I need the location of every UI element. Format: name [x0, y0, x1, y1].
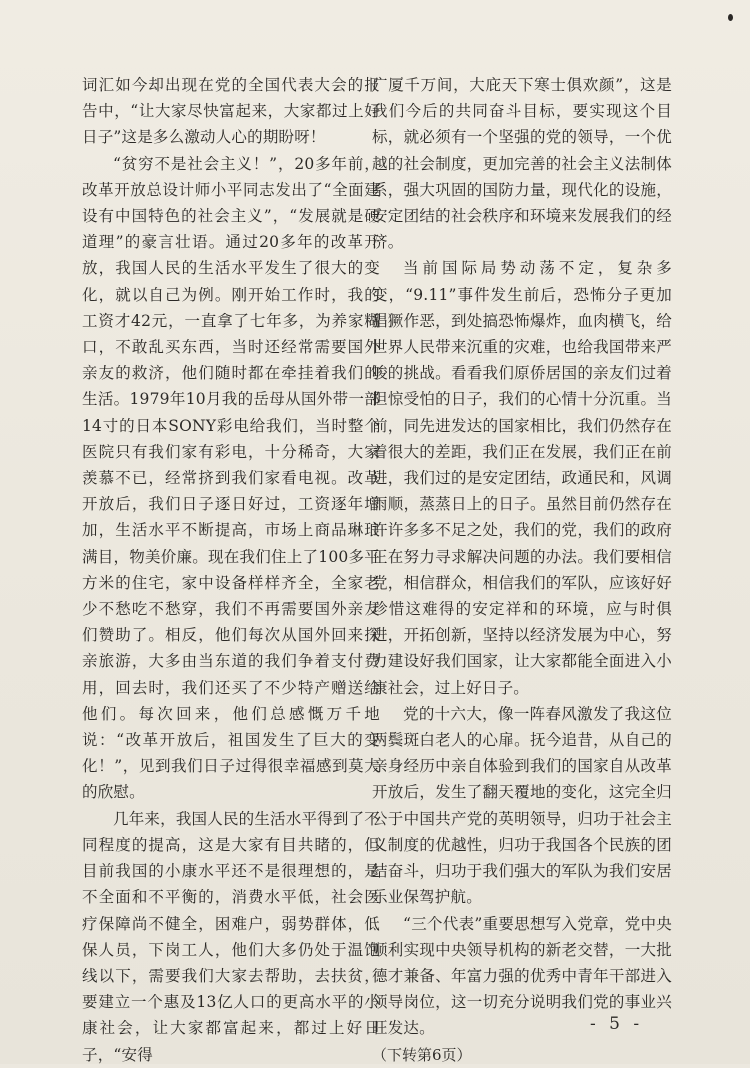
continued-note: （下转第6页）	[372, 1045, 472, 1064]
paragraph: 党的十六大，像一阵春风激发了我这位两鬓斑白老人的心扉。抚今追昔，从自己的亲身经历中亲自体验到我们的国家自从改革开放后，发生了翻天覆地的变化，这完全归公于中国共产党的英明领导，归功于社会主义制度的优越性，归功于我国各个民族的团结奋斗，归功于我们强大的军队为我们安居乐业保驾护航。	[372, 704, 672, 907]
paragraph: “三个代表”重要思想写入党章，党中央顺利实现中央领导机构的新老交替，一大批德才兼备、年富力强的优秀中青年干部进入领导岗位，这一切充分说明我们党的事业兴旺发达。	[372, 914, 672, 1038]
paragraph: 当前国际局势动荡不定，复杂多变，“9.11”事件发生前后，恐怖分子更加猖獗作恶，到处搞恐怖爆炸，血肉横飞，给世界人民带来沉重的灾难，也给我国带来严峻的挑战。看看我们原侨居国的亲友们过着担惊受怕的日子，我们的心情十分沉重。当前，同先进发达的国家相比，我们仍然存在着很大的差距，我们正在发展，我们正在前进，我们过的是安定团结，政通民和，风调雨顺，蒸蒸日上的日子。虽然目前仍然存在许许多多不足之处，我们的党，我们的政府正在努力寻求解决问题的办法。我们要相信党，相信群众，相信我们的军队，应该好好珍惜这难得的安定祥和的环境，应与时俱进，开拓创新，坚持以经济发展为中心，努力建设好我们国家，让大家都能全面进入小康社会，过上好日子。	[372, 259, 672, 697]
page-number: - 5 -	[590, 1014, 644, 1034]
right-column	[372, 72, 672, 1066]
left-column	[82, 72, 380, 1068]
paragraph: “贫穷不是社会主义！”，20多年前，改革开放总设计师小平同志发出了“全面建设有中国特色的社会主义”，“发展就是硬道理”的豪言壮语。通过20多年的改革开放，我国人民的生活水平发生了很大的变化，就以自己为例。刚开始工作时，我的工资才42元，一直拿了七年多，为养家糊口，不敢乱买东西，当时还经常需要国外亲友的救济，他们随时都在牵挂着我们的生活。1979年10月我的岳母从国外带一部14寸的日本SONY彩电给我们，当时整个医院只有我们家有彩电，十分稀奇，大家羡慕不已，经常挤到我们家看电视。改革开放后，我们日子逐日好过，工资逐年增加，生活水平不断提高，市场上商品琳琅满目，物美价廉。现在我们住上了100多平方米的住宅，家中设备样样齐全，全家老少不愁吃不愁穿，我们不再需要国外亲友们赞助了。相反，他们每次从国外回来探亲旅游，大多由当东道的我们争着支付费用，回去时，我们还买了不少特产赠送给他们。每次回来，他们总感慨万千地说：“改革开放后，祖国发生了巨大的变化！”，见到我们日子过得很幸福感到莫大的欣慰。	[82, 154, 380, 802]
ink-spot	[728, 14, 733, 21]
paragraph: 词汇如今却出现在党的全国代表大会的报告中，“让大家尽快富起来，大家都过上好日子”这是多么激动人心的期盼呀！	[82, 76, 380, 147]
paragraph: 几年来，我国人民的生活水平得到了不同程度的提高，这是大家有目共睹的，但目前我国的小康水平还不是很理想的，是不全面和不平衡的，消费水平低，社会医疗保障尚不健全，困难户，弱势群体，低保人员，下岗工人，他们大多仍处于温饱线以下，需要我们大家去帮助，去扶贫，要建立一个惠及13亿人口的更高水平的小康社会，让大家都富起来，都过上好日子，“安得	[82, 809, 380, 1064]
paragraph: 广厦千万间，大庇天下寒士俱欢颜”，这是我们今后的共同奋斗目标，要实现这个目标，就必须有一个坚强的党的领导，一个优越的社会制度，更加完善的社会主义法制体系，强大巩固的国防力量，现代化的设施，安定团结的社会秩序和环境来发展我们的经济。	[372, 76, 672, 252]
